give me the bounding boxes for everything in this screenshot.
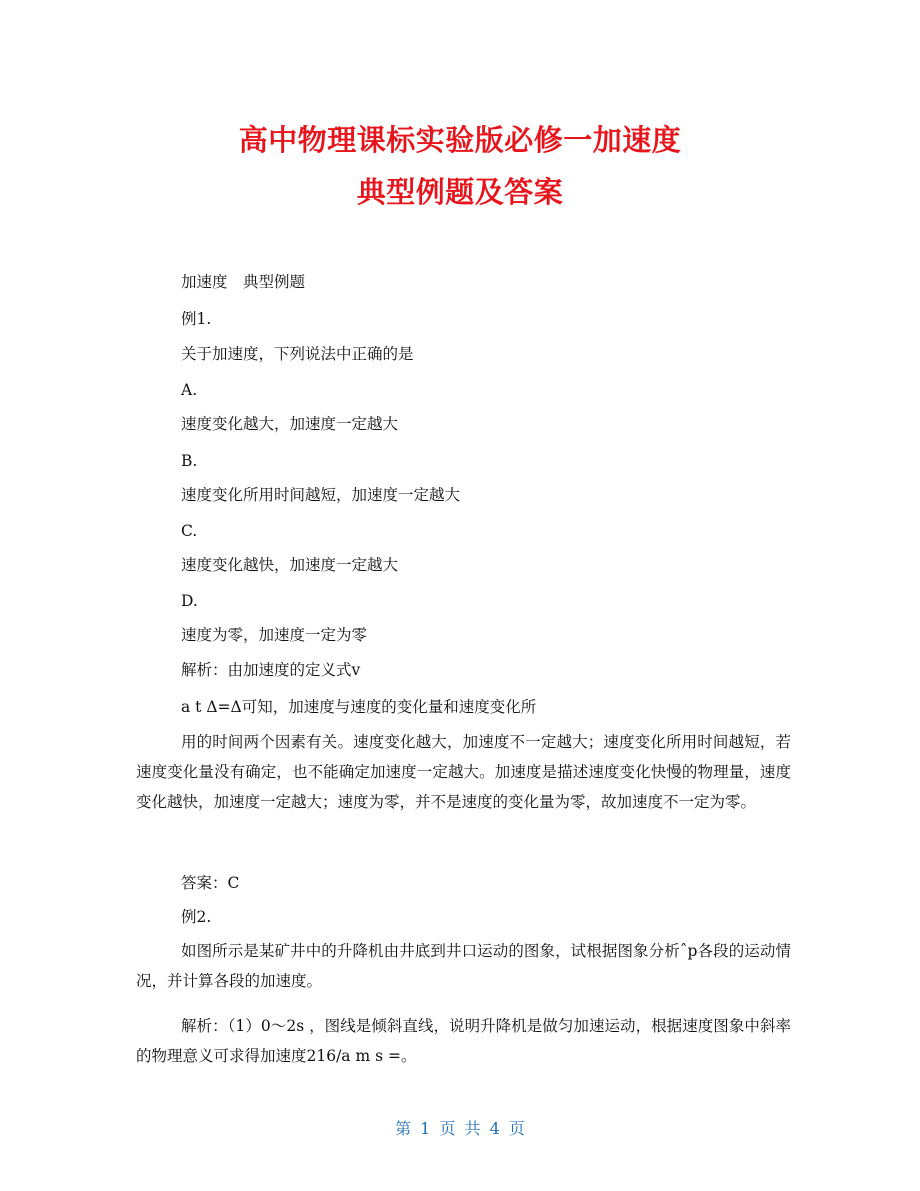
option-d-label: D.: [181, 592, 198, 610]
option-b-text: 速度变化所用时间越短，加速度一定越大: [181, 486, 461, 504]
example-2-analysis: 解析：（1）0～2s ，图线是倾斜直线，说明升降机是做匀加速运动，根据速度图象中斜率的物理意义可求得加速度216/a m s =。: [136, 1017, 791, 1065]
example-1-answer: 答案：C: [181, 874, 240, 892]
example-1-question: 关于加速度，下列说法中正确的是: [181, 345, 414, 363]
example-1-analysis-paragraph: 用的时间两个因素有关。速度变化越大，加速度不一定越大；速度变化所用时间越短，若速度变化量没有确定，也不能确定加速度一定越大。加速度是描述速度变化快慢的物理量，速度变化越快，加速度一定越大；速度为零，并不是速度的变化量为零，故加速度不一定为零。: [136, 733, 791, 811]
section-heading: 加速度 典型例题: [181, 273, 306, 291]
example-1-analysis-line-1: 解析：由加速度的定义式v: [181, 661, 361, 679]
document-title-line-2: 典型例题及答案: [356, 175, 564, 209]
document-title-line-1: 高中物理课标实验版必修一加速度: [238, 123, 682, 157]
example-2-question: 如图所示是某矿井中的升降机由井底到井口运动的图象，试根据图象分析ˆp各段的运动情况，并计算各段的加速度。: [136, 942, 791, 990]
option-b-label: B.: [181, 452, 198, 470]
page-number-footer: 第 1 页 共 4 页: [395, 1119, 525, 1138]
example-2-label: 例2.: [181, 908, 212, 926]
example-1-label: 例1.: [181, 310, 212, 328]
option-a-label: A.: [181, 381, 198, 399]
option-a-text: 速度变化越大，加速度一定越大: [181, 415, 399, 433]
example-1-analysis-line-2: a t Δ=Δ可知，加速度与速度的变化量和速度变化所: [181, 698, 537, 716]
option-d-text: 速度为零，加速度一定为零: [181, 626, 368, 644]
option-c-text: 速度变化越快，加速度一定越大: [181, 556, 399, 574]
option-c-label: C.: [181, 522, 198, 540]
